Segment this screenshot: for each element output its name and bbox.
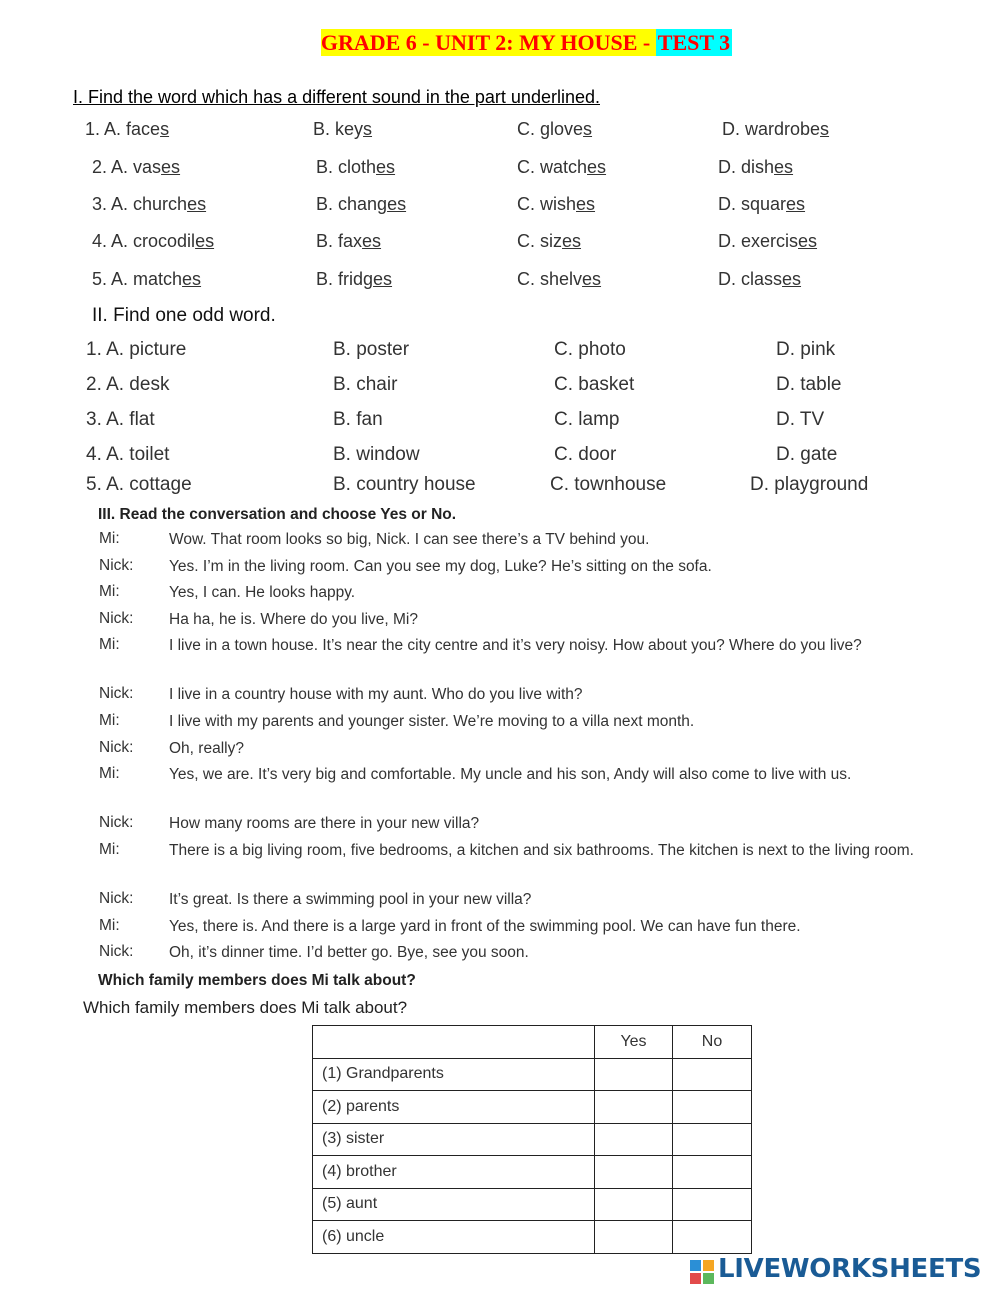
dialogue-line: Yes, there is. And there is a large yard in front of the swimming pool. We can have fun there.	[169, 918, 801, 935]
no-cell[interactable]	[673, 1091, 752, 1124]
speaker-label: Mi:	[99, 917, 120, 934]
section-1-option	[92, 157, 180, 178]
question: Which family members does Mi talk about?	[83, 998, 408, 1017]
section-2-option: D. table	[776, 374, 842, 395]
option-stem: C. shelv	[517, 269, 583, 289]
option-underlined-part: es	[774, 157, 794, 177]
speaker-label: Mi:	[99, 712, 120, 729]
section-1-option	[92, 269, 201, 290]
section-1-option	[316, 157, 395, 178]
option-underlined-part: es	[798, 231, 818, 251]
table-row	[313, 1221, 752, 1254]
section-2-option: C. townhouse	[550, 474, 667, 495]
no-cell[interactable]	[673, 1188, 752, 1221]
section-1-option	[718, 157, 793, 178]
logo-text: LIVEWORKSHEETS	[718, 1254, 982, 1284]
option-stem: C. wish	[517, 194, 577, 214]
table-item-label: (2) parents	[313, 1091, 595, 1124]
option-stem: B. key	[313, 119, 364, 139]
yes-cell[interactable]	[595, 1091, 673, 1124]
section-1-option	[85, 119, 169, 140]
option-stem: D. squar	[718, 194, 787, 214]
page-title	[0, 30, 1000, 56]
option-underlined-part: s	[820, 119, 830, 139]
option-underlined-part: es	[373, 269, 393, 289]
option-stem: 4. A. crocodil	[92, 231, 196, 251]
section-2-option: 5. A. cottage	[86, 474, 192, 495]
section-1-option	[313, 119, 372, 140]
section-2-option: D. TV	[776, 409, 825, 430]
section-2-option: C. basket	[554, 374, 635, 395]
section-2-option: B. poster	[333, 339, 410, 360]
section-1-option	[92, 194, 206, 215]
speaker-label: Nick:	[99, 814, 134, 831]
dialogue-line: There is a big living room, five bedrooms, a kitchen and six bathrooms. The kitchen is next to the living room.	[169, 842, 914, 859]
section-2-option: B. country house	[333, 474, 476, 495]
title-main: GRADE 6 - UNIT 2: MY HOUSE -	[320, 30, 656, 55]
no-cell[interactable]	[673, 1156, 752, 1189]
section-1-option	[722, 119, 829, 140]
section-2-option: C. photo	[554, 339, 626, 360]
dialogue-line: It’s great. Is there a swimming pool in your new villa?	[169, 891, 532, 908]
dialogue-line: Yes, I can. He looks happy.	[169, 584, 356, 601]
option-stem: 2. A. vas	[92, 157, 162, 177]
dialogue-line: Ha ha, he is. Where do you live, Mi?	[169, 611, 418, 628]
yes-cell[interactable]	[595, 1058, 673, 1091]
section-2-option: B. window	[333, 444, 420, 465]
no-cell[interactable]	[673, 1123, 752, 1156]
speaker-label: Nick:	[99, 890, 134, 907]
option-underlined-part: es	[582, 269, 602, 289]
table-header-yes: Yes	[595, 1026, 673, 1059]
dialogue-line: Yes, we are. It’s very big and comfortable. My uncle and his son, Andy will also come to live with us.	[169, 766, 852, 783]
yes-cell[interactable]	[595, 1123, 673, 1156]
section-2-option: C. lamp	[554, 409, 620, 430]
section-1-option	[517, 119, 592, 140]
section-2-option: D. playground	[750, 474, 869, 495]
section-1-option	[517, 157, 606, 178]
logo-mark-icon	[690, 1260, 716, 1284]
section-1-option	[718, 231, 817, 252]
option-stem: C. glove	[517, 119, 584, 139]
speaker-label: Nick:	[99, 557, 134, 574]
dialogue-line: How many rooms are there in your new villa?	[169, 815, 480, 832]
speaker-label: Mi:	[99, 841, 120, 858]
option-underlined-part: es	[786, 194, 806, 214]
section-3-heading: III. Read the conversation and choose Yes or No.	[98, 506, 457, 523]
option-stem: D. wardrobe	[722, 119, 821, 139]
option-stem: 5. A. match	[92, 269, 183, 289]
answer-table	[312, 1025, 752, 1254]
section-2-option: 2. A. desk	[86, 374, 170, 395]
option-underlined-part: s	[363, 119, 373, 139]
option-stem: B. fridg	[316, 269, 374, 289]
dialogue-line: Oh, it’s dinner time. I’d better go. Bye, see you soon.	[169, 944, 529, 961]
dialogue-line: Wow. That room looks so big, Nick. I can see there’s a TV behind you.	[169, 531, 650, 548]
speaker-label: Nick:	[99, 943, 134, 960]
table-row	[313, 1058, 752, 1091]
section-1-option	[92, 231, 214, 252]
table-row	[313, 1156, 752, 1189]
no-cell[interactable]	[673, 1221, 752, 1254]
section-2-option: B. chair	[333, 374, 398, 395]
option-underlined-part: es	[576, 194, 596, 214]
option-stem: C. siz	[517, 231, 562, 251]
option-underlined-part: es	[376, 157, 396, 177]
table-header-blank	[313, 1026, 595, 1059]
speaker-label: Mi:	[99, 636, 120, 653]
section-1-heading: I. Find the word which has a different sound in the part underlined.	[73, 87, 600, 107]
yes-cell[interactable]	[595, 1188, 673, 1221]
section-2-option: 3. A. flat	[86, 409, 155, 430]
section-1-option	[718, 269, 801, 290]
table-header-no: No	[673, 1026, 752, 1059]
yes-cell[interactable]	[595, 1221, 673, 1254]
section-1-option	[517, 194, 595, 215]
question-bold: Which family members does Mi talk about?	[98, 972, 416, 989]
section-1-option	[517, 269, 601, 290]
option-underlined-part: es	[362, 231, 382, 251]
dialogue-line: I live with my parents and younger sister. We’re moving to a villa next month.	[169, 713, 695, 730]
speaker-label: Mi:	[99, 530, 120, 547]
option-stem: 1. A. face	[85, 119, 161, 139]
dialogue-line: Oh, really?	[169, 740, 244, 757]
option-underlined-part: es	[161, 157, 181, 177]
section-1-option	[316, 231, 381, 252]
section-2-option: C. door	[554, 444, 617, 465]
option-underlined-part: es	[587, 157, 607, 177]
option-stem: C. watch	[517, 157, 588, 177]
section-2-option: 1. A. picture	[86, 339, 187, 360]
option-underlined-part: es	[182, 269, 202, 289]
section-1-option	[517, 231, 581, 252]
section-2-heading: II. Find one odd word.	[92, 305, 276, 326]
table-item-label: (4) brother	[313, 1156, 595, 1189]
section-2-option: 4. A. toilet	[86, 444, 170, 465]
option-stem: B. chang	[316, 194, 388, 214]
section-2-option: B. fan	[333, 409, 383, 430]
table-row	[313, 1123, 752, 1156]
option-stem: D. class	[718, 269, 783, 289]
section-2-option: D. gate	[776, 444, 838, 465]
table-item-label: (3) sister	[313, 1123, 595, 1156]
section-1-option	[316, 194, 406, 215]
table-item-label: (6) uncle	[313, 1221, 595, 1254]
option-underlined-part: s	[160, 119, 170, 139]
option-underlined-part: es	[562, 231, 582, 251]
option-underlined-part: es	[187, 194, 207, 214]
section-1-option	[718, 194, 805, 215]
option-stem: 3. A. church	[92, 194, 188, 214]
speaker-label: Mi:	[99, 583, 120, 600]
yes-cell[interactable]	[595, 1156, 673, 1189]
speaker-label: Mi:	[99, 765, 120, 782]
option-stem: D. exercis	[718, 231, 799, 251]
section-1-option	[316, 269, 392, 290]
table-row	[313, 1091, 752, 1124]
option-underlined-part: es	[782, 269, 802, 289]
table-item-label: (1) Grandparents	[313, 1058, 595, 1091]
speaker-label: Nick:	[99, 685, 134, 702]
option-underlined-part: s	[583, 119, 593, 139]
title-test: TEST 3	[657, 30, 731, 55]
dialogue-line: I live in a country house with my aunt. Who do you live with?	[169, 686, 583, 703]
table-item-label: (5) aunt	[313, 1188, 595, 1221]
table-row	[313, 1188, 752, 1221]
dialogue-line: I live in a town house. It’s near the city centre and it’s very noisy. How about you? Where do you live?	[169, 637, 862, 654]
dialogue-line: Yes. I’m in the living room. Can you see my dog, Luke? He’s sitting on the sofa.	[169, 558, 712, 575]
speaker-label: Nick:	[99, 610, 134, 627]
option-underlined-part: es	[387, 194, 407, 214]
speaker-label: Nick:	[99, 739, 134, 756]
table-header-row	[313, 1026, 752, 1059]
section-2-option: D. pink	[776, 339, 836, 360]
option-underlined-part: es	[195, 231, 215, 251]
option-stem: D. dish	[718, 157, 775, 177]
option-stem: B. cloth	[316, 157, 377, 177]
option-stem: B. fax	[316, 231, 363, 251]
no-cell[interactable]	[673, 1058, 752, 1091]
